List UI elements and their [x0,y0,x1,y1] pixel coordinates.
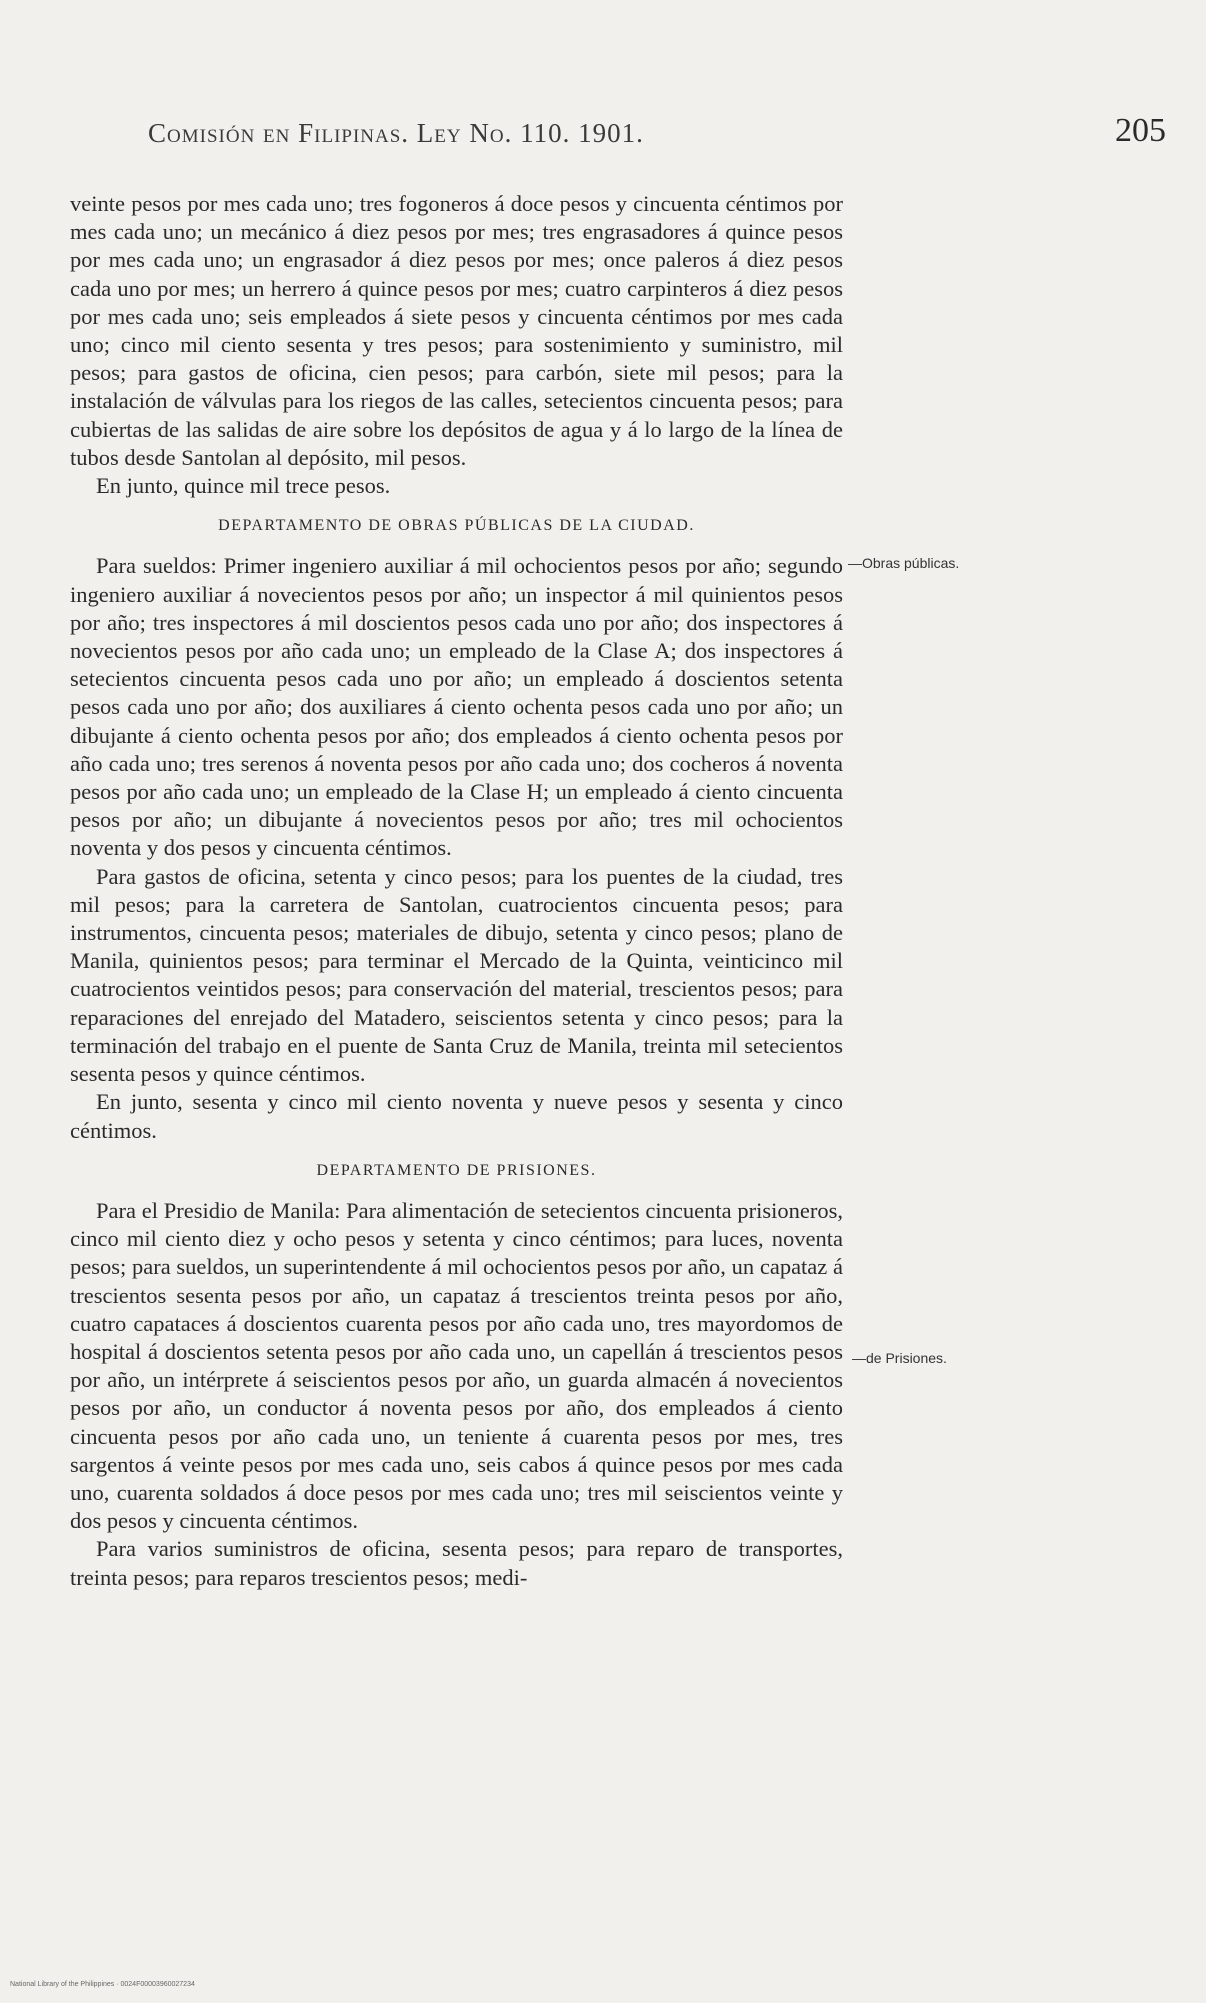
paragraph-obras-gastos: Para gastos de oficina, setenta y cinco pesos; para los puentes de la ciudad, tres mil pesos; para la carretera de Santolan, cuatrocientos cincuenta pesos; para instrumentos, cincuenta pesos; materiales de dibujo, setenta y cinco pesos; plano de Manila, quinientos pesos; para terminar el Mercado de la Quinta, veinticinco mil cuatrocientos veintidos pesos; para conservación del material, trescientos pesos; para reparaciones del enrejado del Matadero, seiscientos setenta y cinco pesos; para la terminación del trabajo en el puente de Santa Cruz de Manila, treinta mil setecientos sesenta pesos y quince céntimos. [70,863,843,1087]
paragraph-presidio: Para el Presidio de Manila: Para alimentación de setecientos cincuenta prisioneros, cinco mil ciento diez y ocho pesos y setenta y cinco céntimos; para luces, noventa pesos; para sueldos, un superintendente á mil ochocientos pesos por año, un capataz á trescientos sesenta pesos por año, un capataz á trescientos treinta pesos por año, cuatro capataces á doscientos cuarenta pesos por año cada uno, tres mayordomos de hospital á doscientos setenta pesos por año cada uno, un capellán á trescientos pesos por año, un intérprete á seiscientos pesos por año, un guarda almacén á novecientos pesos por año, un conductor á noventa pesos por año, dos empleados á ciento cincuenta pesos por año cada uno, un teniente á cuarenta pesos por mes, tres sargentos á veinte pesos por mes cada uno, seis cabos á quince pesos por mes cada uno, cuarenta soldados á doce pesos por mes cada uno; tres mil seiscientos veinte y dos pesos y cincuenta céntimos. [70,1197,843,1534]
page-number: 205 [1115,112,1166,149]
margin-note-obras-publicas: —Obras públicas. [848,555,960,571]
margin-note-prisiones: —de Prisiones. [852,1350,947,1366]
body-text [70,190,843,1592]
section-heading-obras-publicas: DEPARTAMENTO DE OBRAS PÚBLICAS DE LA CIUDAD. [218,517,695,535]
running-head: Comisión en Filipinas. Ley No. 110. 1901. [148,118,644,148]
page-header [148,112,1166,156]
paragraph-obras-sueldos: Para sueldos: Primer ingeniero auxiliar á mil ochocientos pesos por año; segundo ingeniero auxiliar á novecientos pesos por año; un inspector á mil quinientos pesos por año; tres inspectores á mil doscientos pesos cada uno por año; dos inspectores á novecientos pesos por año cada uno; un empleado de la Clase A; dos inspectores á setecientos cincuenta pesos cada uno por año; un empleado á doscientos setenta pesos cada uno por año; dos auxiliares á ciento ochenta pesos cada uno por año; un dibujante á ciento ochenta pesos por año; dos empleados á ciento ochenta pesos por año cada uno; tres serenos á noventa pesos por año cada uno; dos cocheros á noventa pesos por año cada uno; un empleado de la Clase H; un empleado á ciento cincuenta pesos por año; un dibujante á novecientos pesos por año; tres mil ochocientos noventa y dos pesos y cincuenta céntimos. [70,553,843,861]
paragraph-total-water: En junto, quince mil trece pesos. [96,473,391,499]
paragraph-water-expenses: veinte pesos por mes cada uno; tres fogoneros á doce pesos y cincuenta céntimos por mes cada uno; un mecánico á diez pesos por mes; tres engrasadores á quince pesos por mes cada uno; un engrasador á diez pesos por mes; once paleros á diez pesos cada uno por mes; un herrero á quince pesos por mes; cuatro carpinteros á diez pesos por mes cada uno; seis empleados á siete pesos y cincuenta céntimos por mes cada uno; cinco mil ciento sesenta y tres pesos; para sostenimiento y suministro, mil pesos; para gastos de oficina, cien pesos; para carbón, siete mil pesos; para la instalación de válvulas para los riegos de las calles, setecientos cincuenta pesos; para cubiertas de las salidas de aire sobre los depósitos de agua y á lo largo de la línea de tubos desde Santolan al depósito, mil pesos. [70,191,843,470]
footer-scan-note: National Library of the Philippines · 0024F00003960027234 [10,1981,195,1988]
paragraph-suministros: Para varios suministros de oficina, sesenta pesos; para reparo de transportes, treinta pesos; para reparos trescientos pesos; medi- [70,1536,843,1590]
section-heading-prisiones: DEPARTAMENTO DE PRISIONES. [316,1161,597,1179]
paragraph-total-obras: En junto, sesenta y cinco mil ciento noventa y nueve pesos y sesenta y cinco céntimos. [70,1089,843,1143]
